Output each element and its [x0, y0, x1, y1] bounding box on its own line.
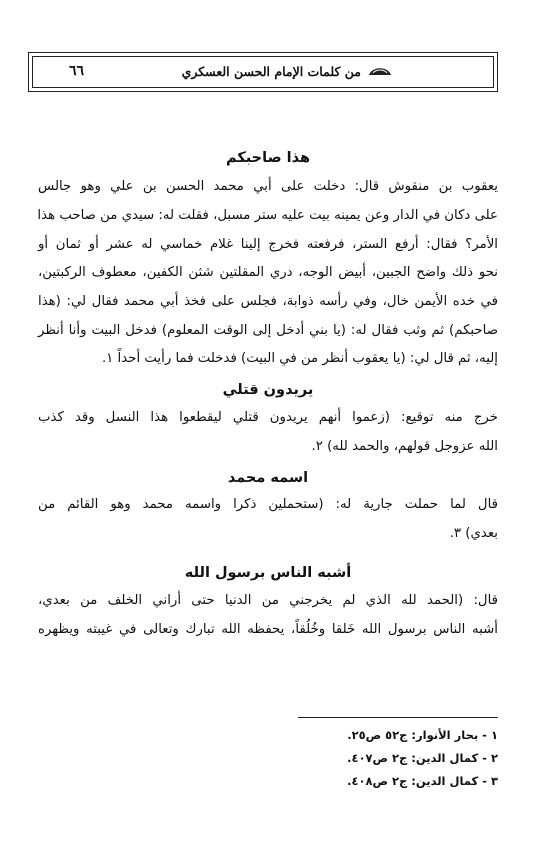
section-heading-2: يريدون قتلي	[222, 382, 314, 398]
body-line: نحو ذلك واضح الجبين، أبيض الوجه، دري المقلتين شثن الكفين، معطوف الركبتين،	[38, 265, 498, 280]
body-line: بعدي) ٣.	[449, 526, 498, 541]
section-heading-3: اسمه محمد	[227, 470, 309, 486]
body-line: أشبه الناس برسول الله خَلقا وخُلُقاً، يحفظه الله تبارك وتعالى في غيبته ويظهره	[38, 622, 498, 637]
body-line: صاحبكم) ثم وثب فقال له: (يا بني أدخل إلى الوقت المعلوم) فدخل البيت وأنا أنظر	[38, 323, 498, 338]
running-title: من كلمات الإمام الحسن العسكري	[181, 64, 361, 79]
body-line: الأمر؟ فقال: أرفع الستر، فرفعته فخرج إلينا غلام خماسي له عشر أو ثمان أو	[38, 237, 498, 252]
footnote-2: ٢ - كمال الدين: ج٢ ص٤٠٧.	[347, 751, 498, 765]
footnote-3: ٣ - كمال الدين: ج٢ ص٤٠٨.	[347, 774, 498, 788]
section-heading-1: هذا صاحبكم	[225, 150, 311, 166]
body-line: قال لما حملت جارية له: (ستحملين ذكرا واسمه محمد وهو القائم من	[38, 497, 498, 512]
body-line: في خده الأيمن خال، وفي رأسه ذوابة، فجلس على فخذ أبي محمد فقال لي: (هذا	[38, 294, 498, 309]
footnote-divider	[298, 717, 498, 718]
body-line: الله عزوجل قولهم، والحمد لله) ٢.	[311, 439, 498, 454]
body-line: خرج منه توقيع: (زعموا أنهم يريدون قتلي ليقطعوا هذا النسل وقد كذب	[38, 410, 498, 425]
salawat-seal-icon	[367, 63, 393, 79]
body-line: يعقوب بن منقوش قال: دخلت على أبي محمد الحسن بن علي وهو جالس	[38, 179, 498, 194]
body-line: قال: (الحمد لله الذي لم يخرجني من الدنيا حتى أراني الخلف من بعدي،	[38, 593, 498, 608]
body-line: إليه، ثم قال لي: (يا يعقوب أنظر من في البيت) فدخلت فما رأيت أحداً ١.	[101, 351, 498, 366]
running-header	[32, 56, 494, 88]
page-number: ٦٦	[69, 63, 85, 79]
body-line: على دكان في الدار وعن يمينه بيت عليه ستر مسبل، فقلت له: سيدي من صاحب هذا	[37, 208, 498, 223]
section-heading-4: أشبه الناس برسول الله	[184, 565, 352, 581]
footnote-1: ١ - بحار الأنوار: ج٥٢ ص٢٥.	[347, 728, 498, 742]
